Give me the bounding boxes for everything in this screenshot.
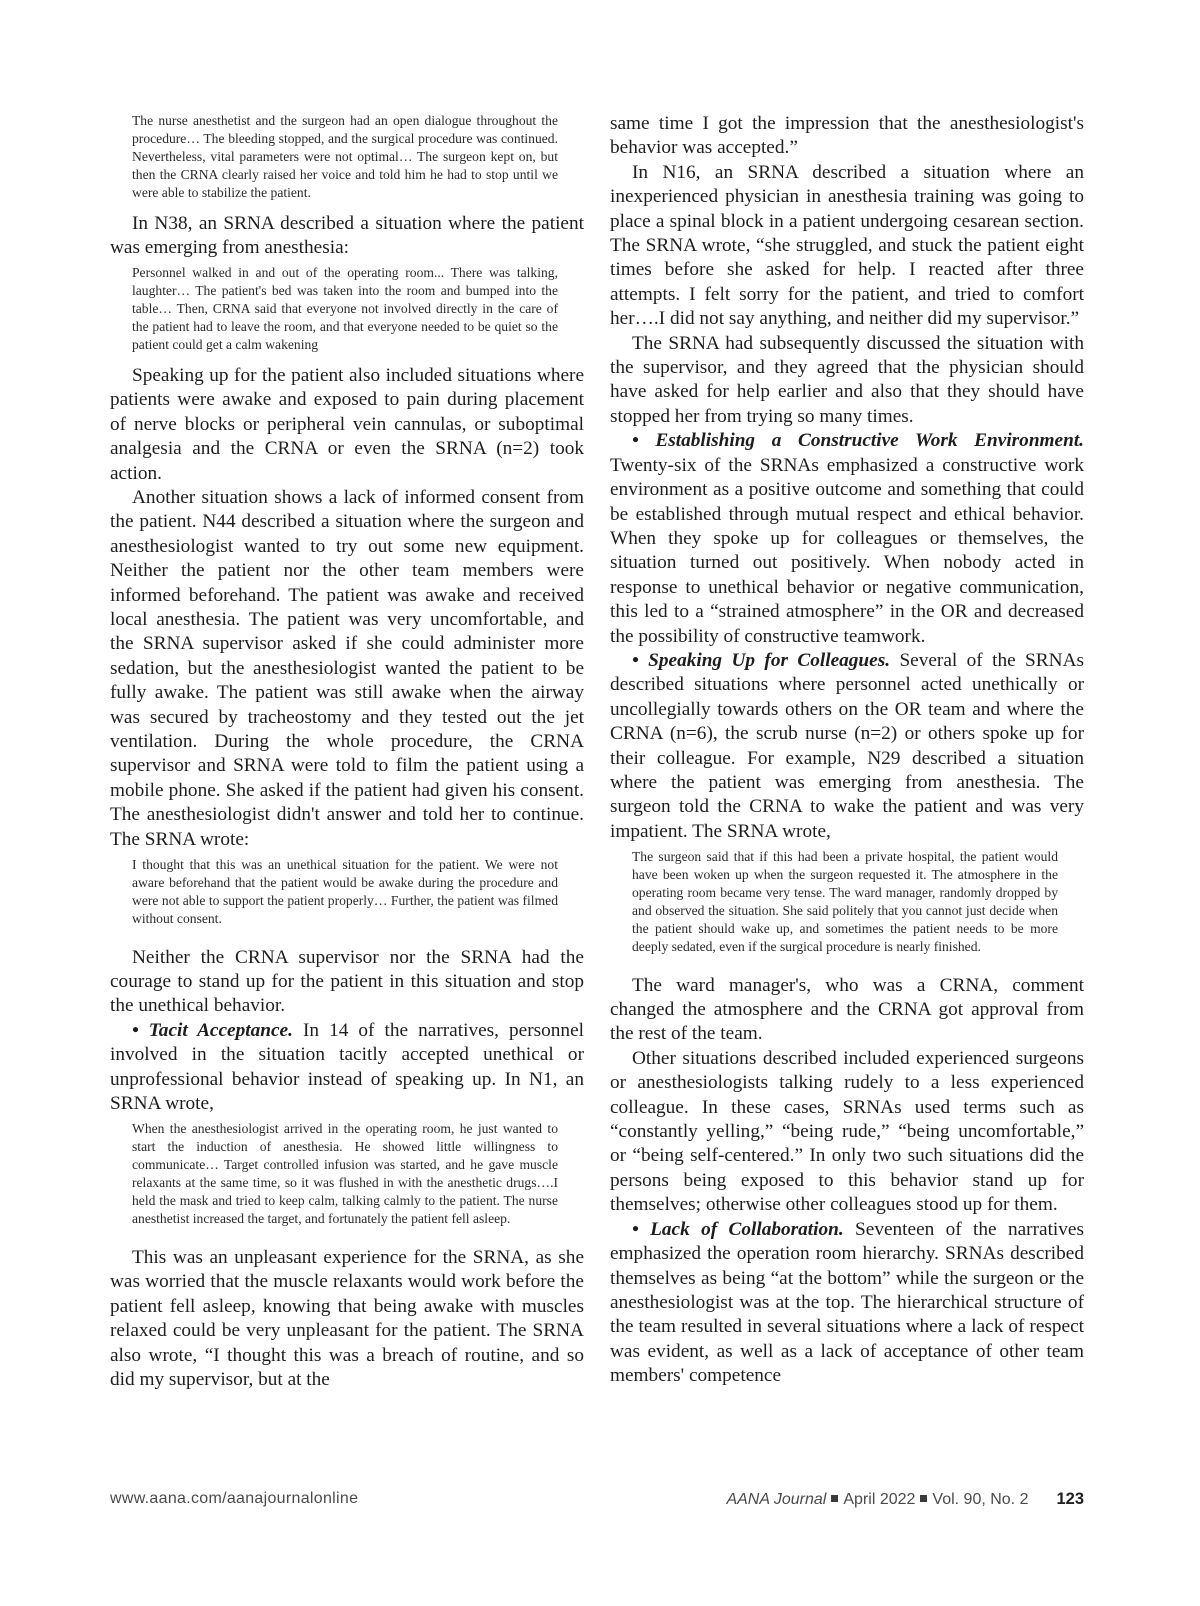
- page-footer: [110, 1490, 1084, 1514]
- section-keyword: • Speaking Up for Colleagues.: [632, 649, 891, 671]
- section-keyword: • Tacit Acceptance.: [132, 1019, 293, 1041]
- journal-url[interactable]: www.aana.com/aanajournalonline: [110, 1490, 359, 1507]
- paragraph: In N38, an SRNA described a situation where the patient was emerging from anesthesia:: [110, 212, 584, 258]
- block-quote: The surgeon said that if this had been a private hospital, the patient would have been woken up when the surgeon requested it. The atmosphere in the operating room became very tense. The ward manager, randomly dropped by and observed the situation. She said politely that you cannot just decide when the patient should wake up, and sometimes the patient needs to be more deeply sedated, even if the surgical procedure is nearly finished.: [632, 849, 1058, 954]
- paragraph: [610, 1218, 1084, 1389]
- block-quote: The nurse anesthetist and the surgeon had an open dialogue throughout the procedure… The bleeding stopped, and the surgical procedure was continued. Nevertheless, vital parameters were not optimal… The surgeon kept on, but then the CRNA clearly raised her voice and told him he had to stop until we were able to stabilize the patient.: [132, 113, 558, 200]
- paragraph-text: Twenty-six of the SRNAs emphasized a constructive work environment as a positive outcome and something that could be established through mutual respect and ethical behavior. When they spoke up for colleagues or themselves, the situation turned out positively. When nobody acted in response to unethical behavior or negative communication, this led to a “strained atmosphere” in the OR and decreased the possibility of constructive teamwork.: [610, 454, 1084, 647]
- paragraph: [610, 429, 1084, 649]
- separator-square-icon: [920, 1495, 927, 1502]
- paragraph: [110, 1019, 584, 1117]
- section-keyword: • Lack of Collaboration.: [632, 1218, 844, 1240]
- block-quote: I thought that this was an unethical situation for the patient. We were not aware beforehand that the patient would be awake during the procedure and were not able to support the patient properly… Further, the patient was filmed without consent.: [132, 857, 558, 926]
- paragraph: This was an unpleasant experience for the SRNA, as she was worried that the muscle relaxants would work before the patient fell asleep, knowing that being awake with muscles relaxed could be very unpleasant for the patient. The SRNA also wrote, “I thought this was a breach of routine, and so did my supervisor, but at the: [110, 1246, 584, 1390]
- right-column: [610, 112, 1084, 1389]
- block-quote: Personnel walked in and out of the operating room... There was talking, laughter… The patient's bed was taken into the room and bumped into the table… Then, CRNA said that everyone not involved directly in the care of the patient had to leave the room, and that everyone needed to be quiet so the patient could get a calm wakening: [132, 265, 558, 352]
- paragraph-text: In 14 of the narratives, personnel involved in the situation tacitly accepted unethical or unprofessional behavior instead of speaking up. In N1, an SRNA wrote,: [110, 1019, 584, 1115]
- issue-date: April 2022: [843, 1491, 916, 1508]
- paragraph: The SRNA had subsequently discussed the situation with the supervisor, and they agreed that the physician should have asked for help earlier and also that they should have stopped her from trying so many times.: [610, 332, 1084, 427]
- paragraph: Neither the CRNA supervisor nor the SRNA had the courage to stand up for the patient in this situation and stop the unethical behavior.: [110, 946, 584, 1017]
- paragraph: Another situation shows a lack of informed consent from the patient. N44 described a situation where the surgeon and anesthesiologist wanted to try out some new equipment. Neither the patient nor the other team members were informed beforehand. The patient was awake and received local anesthesia. The patient was very uncomfortable, and the SRNA supervisor asked if she could administer more sedation, but the anesthesiologist wanted the patient to be fully awake. The patient was still awake when the airway was secured by tracheostomy and they tested out the jet ventilation. During the whole procedure, the CRNA supervisor and SRNA were told to film the patient using a mobile phone. She asked if the patient had given his consent. The anesthesiologist didn't answer and told her to continue. The SRNA wrote:: [110, 486, 584, 850]
- paragraph: In N16, an SRNA described a situation where an inexperienced physician in anesthesia training was going to place a spinal block in a patient undergoing cesarean section. The SRNA wrote, “she struggled, and stuck the patient eight times before she asked for help. I reacted after three attempts. I felt sorry for the patient, and tried to comfort her….I did not say anything, and neither did my supervisor.”: [610, 161, 1084, 330]
- paragraph-text: Seventeen of the narratives emphasized the operation room hierarchy. SRNAs described themselves as being “at the bottom” while the surgeon or the anesthesiologist was at the top. The hierarchical structure of the team resulted in several situations where a lack of respect was evident, as well as a lack of acceptance of other team members' competence: [610, 1218, 1084, 1387]
- volume-info: Vol. 90, No. 2: [932, 1491, 1029, 1508]
- journal-name: AANA Journal: [726, 1491, 827, 1508]
- paragraph: same time I got the impression that the anesthesiologist's behavior was accepted.”: [610, 113, 1084, 159]
- paragraph: Other situations described included experienced surgeons or anesthesiologists talking rudely to a less experienced colleague. In these cases, SRNAs used terms such as “constantly yelling,” “being rude,” “being uncomfortable,” or “being self-centered.” In only two such situations did the persons being exposed to this behavior stand up for themselves; otherwise other colleagues stood up for them.: [610, 1047, 1084, 1216]
- citation: [726, 1490, 1084, 1509]
- paragraph: Speaking up for the patient also included situations where patients were awake and exposed to pain during placement of nerve blocks or peripheral vein cannulas, or suboptimal analgesia and the CRNA or even the SRNA (n=2) took action.: [110, 364, 584, 484]
- paragraph: [610, 649, 1084, 844]
- left-column: [110, 112, 584, 1392]
- block-quote: When the anesthesiologist arrived in the operating room, he just wanted to start the induction of anesthesia. He showed little willingness to communicate… Target controlled infusion was started, and he gave muscle relaxants at the same time, so it was flushed in with the anesthetic drugs….I held the mask and tried to keep calm, talking calmly to the patient. The nurse anesthetist increased the target, and fortunately the patient fell asleep.: [132, 1121, 558, 1226]
- paragraph: The ward manager's, who was a CRNA, comment changed the atmosphere and the CRNA got approval from the rest of the team.: [610, 974, 1084, 1045]
- page-number: 123: [1056, 1490, 1084, 1508]
- separator-square-icon: [831, 1495, 838, 1502]
- section-keyword: • Establishing a Constructive Work Environment.: [632, 430, 1084, 452]
- paragraph-text: Several of the SRNAs described situations where personnel acted unethically or uncollegially towards others on the OR team and where the CRNA (n=6), the scrub nurse (n=2) or others spoke up for their colleague. For example, N29 described a situation where the patient was emerging from anesthesia. The surgeon told the CRNA to wake the patient and was very impatient. The SRNA wrote,: [610, 649, 1084, 842]
